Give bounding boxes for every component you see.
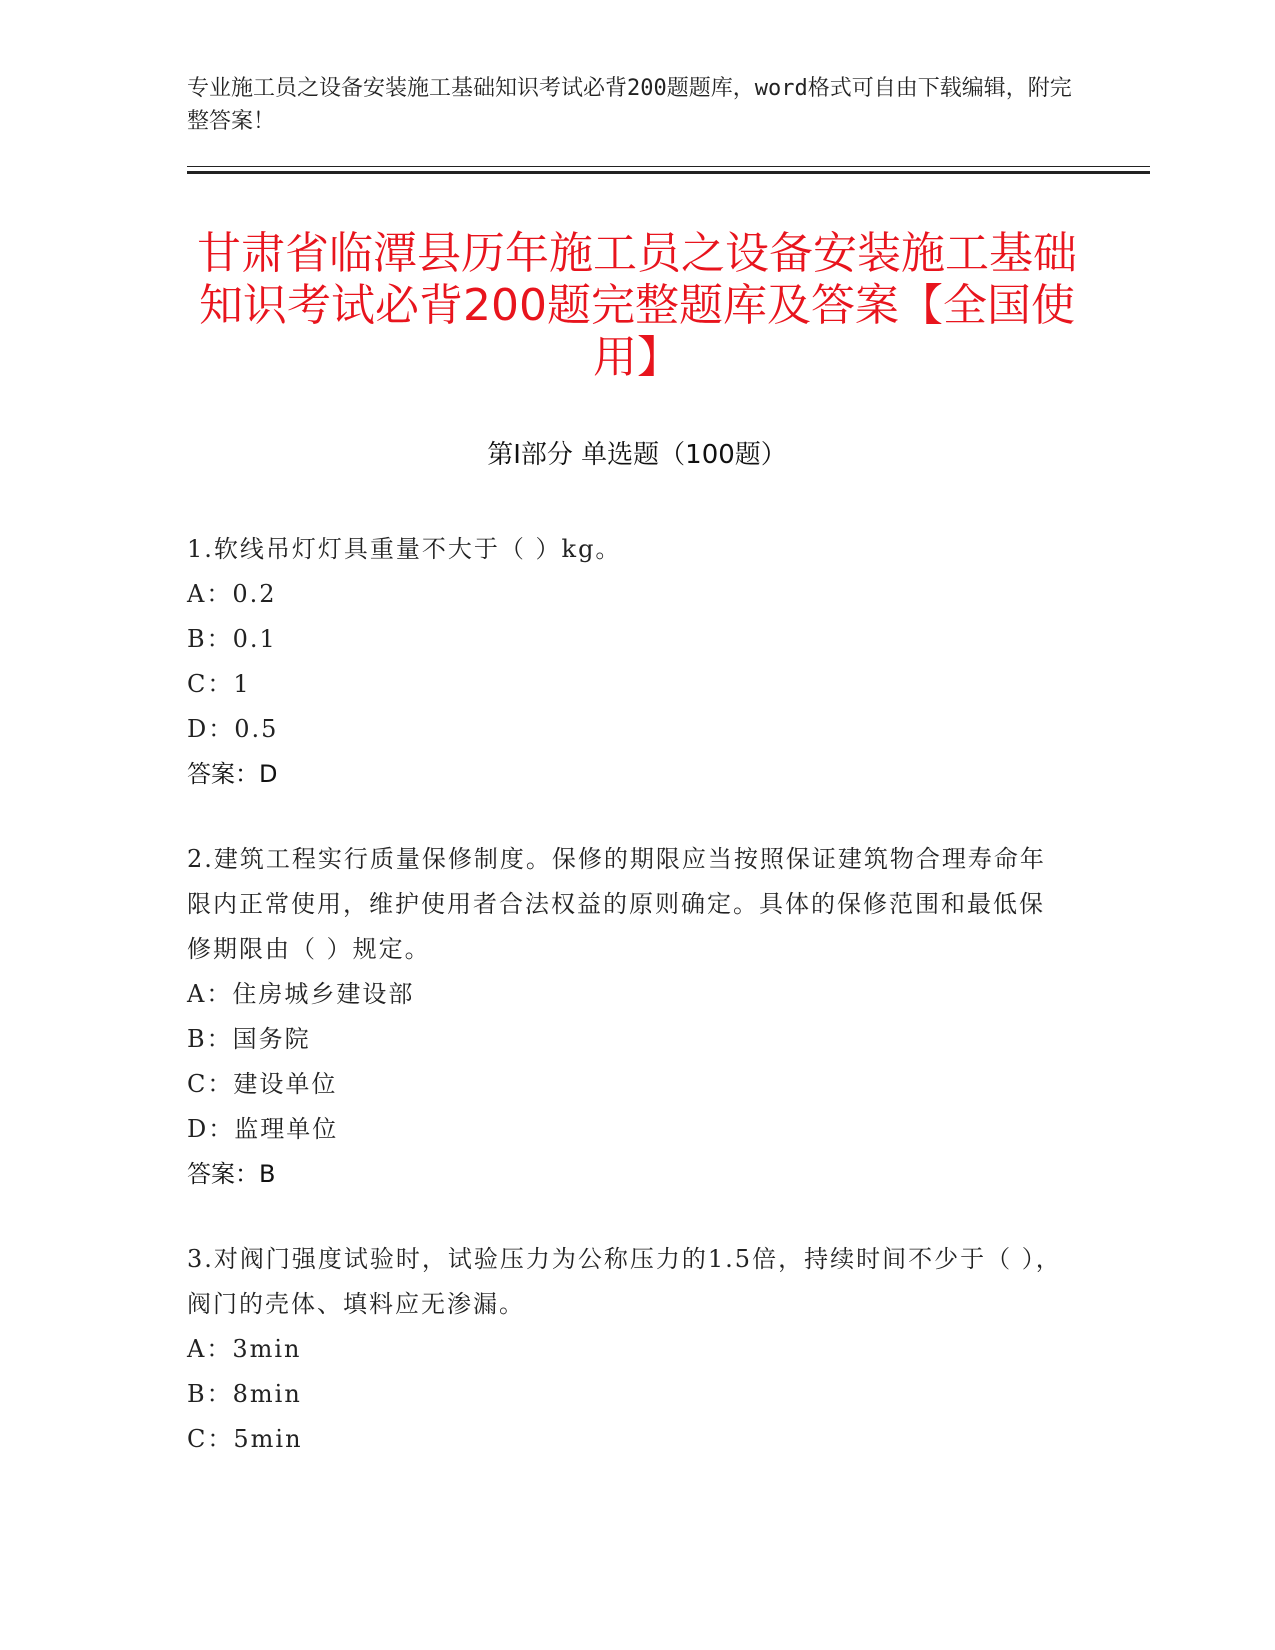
question-1 xyxy=(187,527,1067,797)
question-2 xyxy=(187,837,1067,1197)
question-3 xyxy=(187,1237,1067,1462)
option-a: A：0.2 xyxy=(187,580,277,608)
option-d: D：0.5 xyxy=(187,715,279,743)
option-a: A：3min xyxy=(187,1335,302,1363)
option-c: C：建设单位 xyxy=(187,1070,338,1098)
option-b: B：8min xyxy=(187,1380,302,1408)
option-c: C：1 xyxy=(187,670,251,698)
answer: 答案：B xyxy=(187,1160,276,1188)
answer: 答案：D xyxy=(187,760,278,788)
question-stem: 3.对阀门强度试验时，试验压力为公称压力的1.5倍，持续时间不少于（ ），阀门的壳体、填料应无渗漏。 xyxy=(187,1245,1062,1318)
option-b: B：国务院 xyxy=(187,1025,311,1053)
header-rule-thin xyxy=(187,166,1150,167)
question-stem: 1.软线吊灯灯具重量不大于（ ）kg。 xyxy=(187,535,622,563)
question-stem: 2.建筑工程实行质量保修制度。保修的期限应当按照保证建筑物合理寿命年限内正常使用，维护使用者合法权益的原则确定。具体的保修范围和最低保修期限由（ ）规定。 xyxy=(187,845,1046,963)
option-d: D：监理单位 xyxy=(187,1115,339,1143)
option-a: A：住房城乡建设部 xyxy=(187,980,415,1008)
header-rule-thick xyxy=(187,171,1150,174)
option-b: B：0.1 xyxy=(187,625,277,653)
question-list xyxy=(187,527,1067,1502)
document-title: 甘肃省临潭县历年施工员之设备安装施工基础知识考试必背200题完整题库及答案【全国使用】 xyxy=(197,228,1077,383)
header-note: 专业施工员之设备安装施工基础知识考试必背200题题库，word格式可自由下载编辑，附完整答案！ xyxy=(187,76,1072,134)
section-heading: 第Ⅰ部分 单选题（100题） xyxy=(487,440,787,470)
option-c: C：5min xyxy=(187,1425,303,1453)
